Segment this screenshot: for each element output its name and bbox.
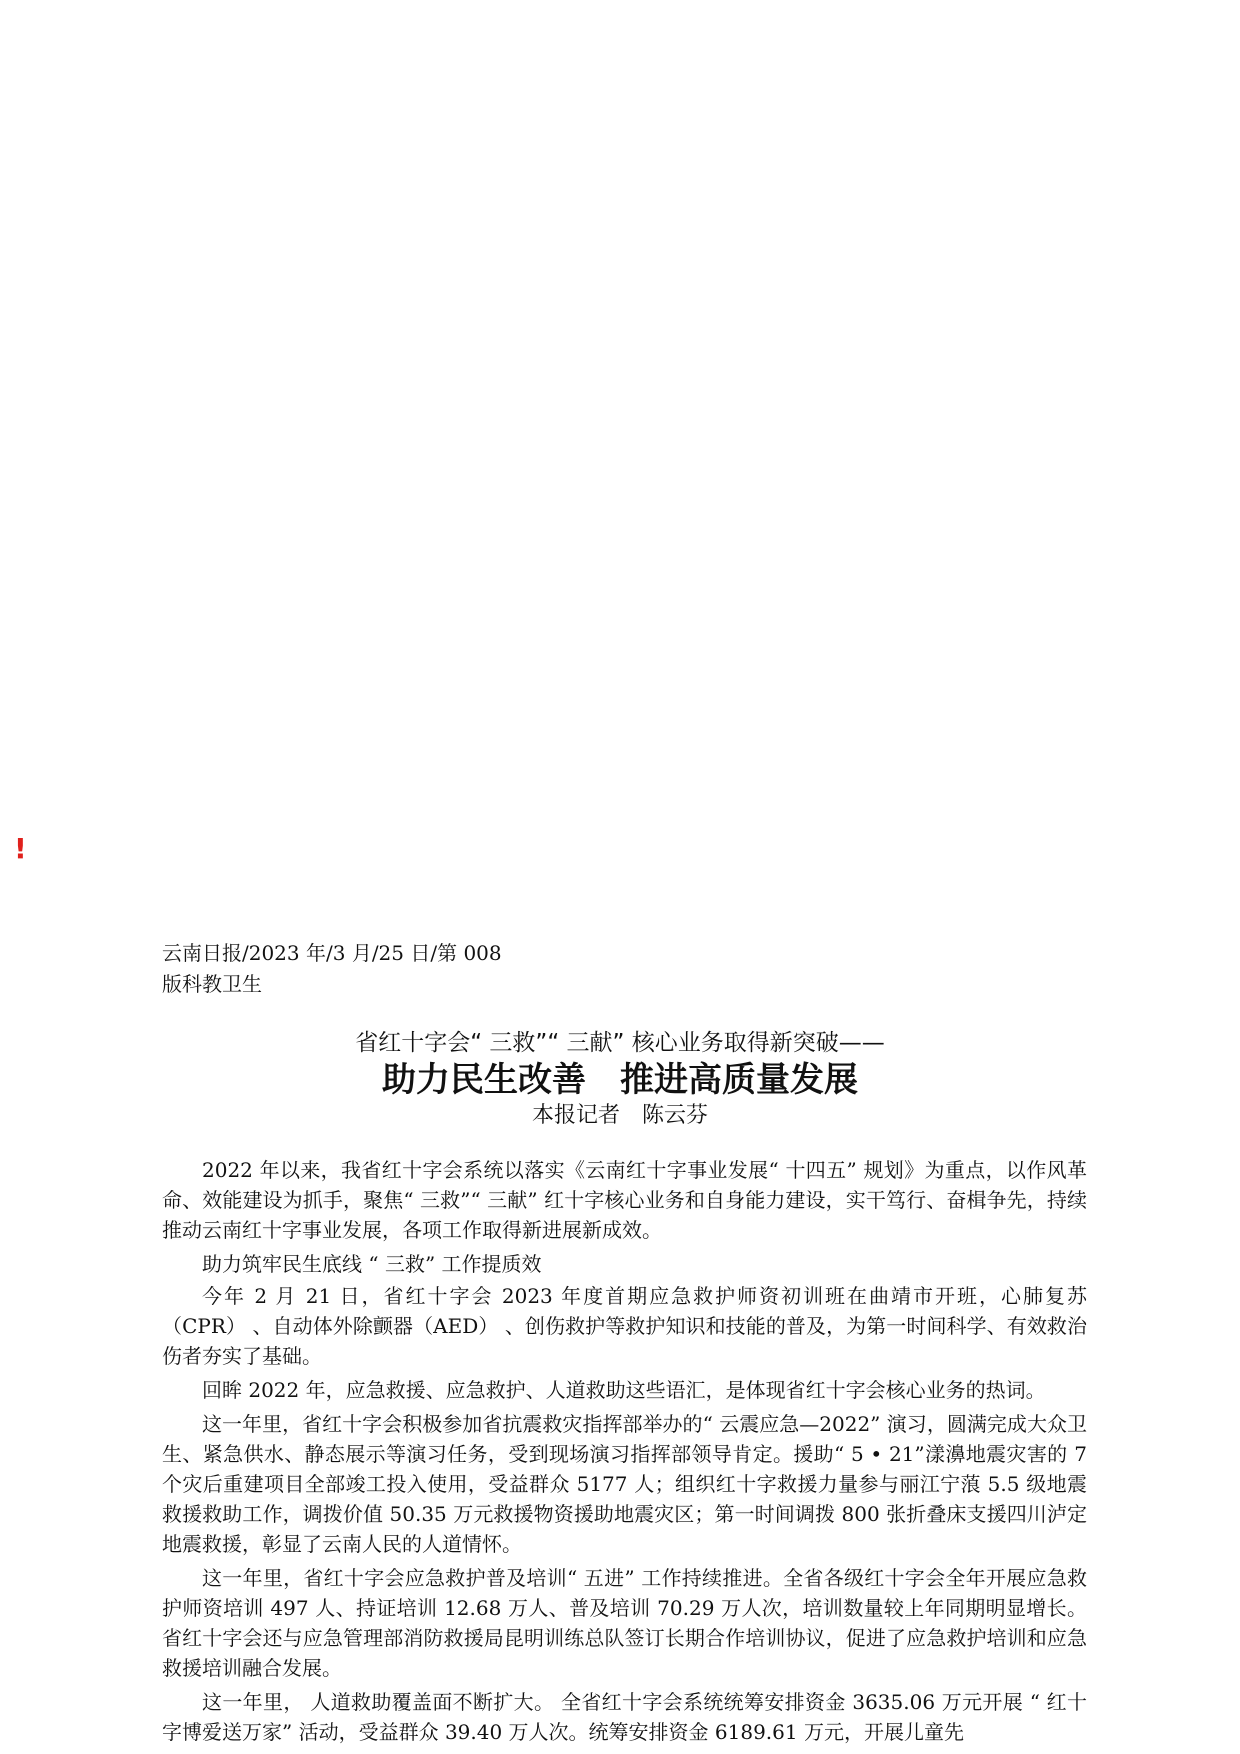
paragraph: 回眸 2022 年，应急救援、应急救护、人道救助这些语汇，是体现省红十字会核心业务的热词。 — [202, 1378, 1046, 1402]
article-kicker: 省红十字会“ 三救”“ 三献” 核心业务取得新突破—— — [355, 1030, 885, 1056]
source-section-line: 版科教卫生 — [162, 972, 262, 996]
article-headline: 助力民生改善 推进高质量发展 — [382, 1060, 858, 1100]
source-date-line: 云南日报/2023 年/3 月/25 日/第 008 — [162, 941, 502, 965]
paragraph: 这一年里，省红十字会应急救护普及培训“ 五进” 工作持续推进。全省各级红十字会全年开展应急救护师资培训 497 人、持证培训 12.68 万人、普及培训 70.29 万人次，培训数量较上年同期明显增长。省红十字会还与应急管理部消防救援局昆明训练总队签订长期合作培训协议，促进了应急救护培训和应急救援培训融合发展。 — [162, 1566, 1087, 1680]
section-subheading: 助力筑牢民生底线 “ 三救” 工作提质效 — [202, 1252, 542, 1276]
paragraph: 这一年里， 人道救助覆盖面不断扩大。 全省红十字会系统统筹安排资金 3635.06 万元开展 “ 红十字博爱送万家” 活动，受益群众 39.40 万人次。统筹安排资金 6189.61 万元，开展儿童先 — [162, 1690, 1087, 1744]
paragraph-intro: 2022 年以来，我省红十字会系统以落实《云南红十字事业发展“ 十四五” 规划》为重点，以作风革命、效能建设为抓手，聚焦“ 三救”“ 三献” 红十字核心业务和自身能力建设，实干笃行、奋楫争先，持续推动云南红十字事业发展，各项工作取得新进展新成效。 — [162, 1158, 1087, 1242]
red-exclamation-mark: ! — [14, 832, 27, 865]
article-byline: 本报记者 陈云芬 — [531, 1103, 708, 1128]
article-body — [162, 1155, 1087, 1751]
paragraph: 这一年里，省红十字会积极参加省抗震救灾指挥部举办的“ 云震应急—2022” 演习，圆满完成大众卫生、紧急供水、静态展示等演习任务，受到现场演习指挥部领导肯定。援助“ 5 • 21”漾濞地震灾害的 7 个灾后重建项目全部竣工投入使用，受益群众 5177 人；组织红十字救援力量参与丽江宁蒗 5.5 级地震救援救助工作，调拨价值 50.35 万元救援物资援助地震灾区；第一时间调拨 800 张折叠床支援四川泸定地震救援，彰显了云南人民的人道情怀。 — [162, 1412, 1087, 1556]
paragraph: 今年 2 月 21 日，省红十字会 2023 年度首期应急救护师资初训班在曲靖市开班，心肺复苏（CPR） 、自动体外除颤器（AED） 、创伤救护等救护知识和技能的普及，为第一时间科学、有效救治伤者夯实了基础。 — [162, 1284, 1087, 1368]
source-info — [162, 938, 502, 1000]
